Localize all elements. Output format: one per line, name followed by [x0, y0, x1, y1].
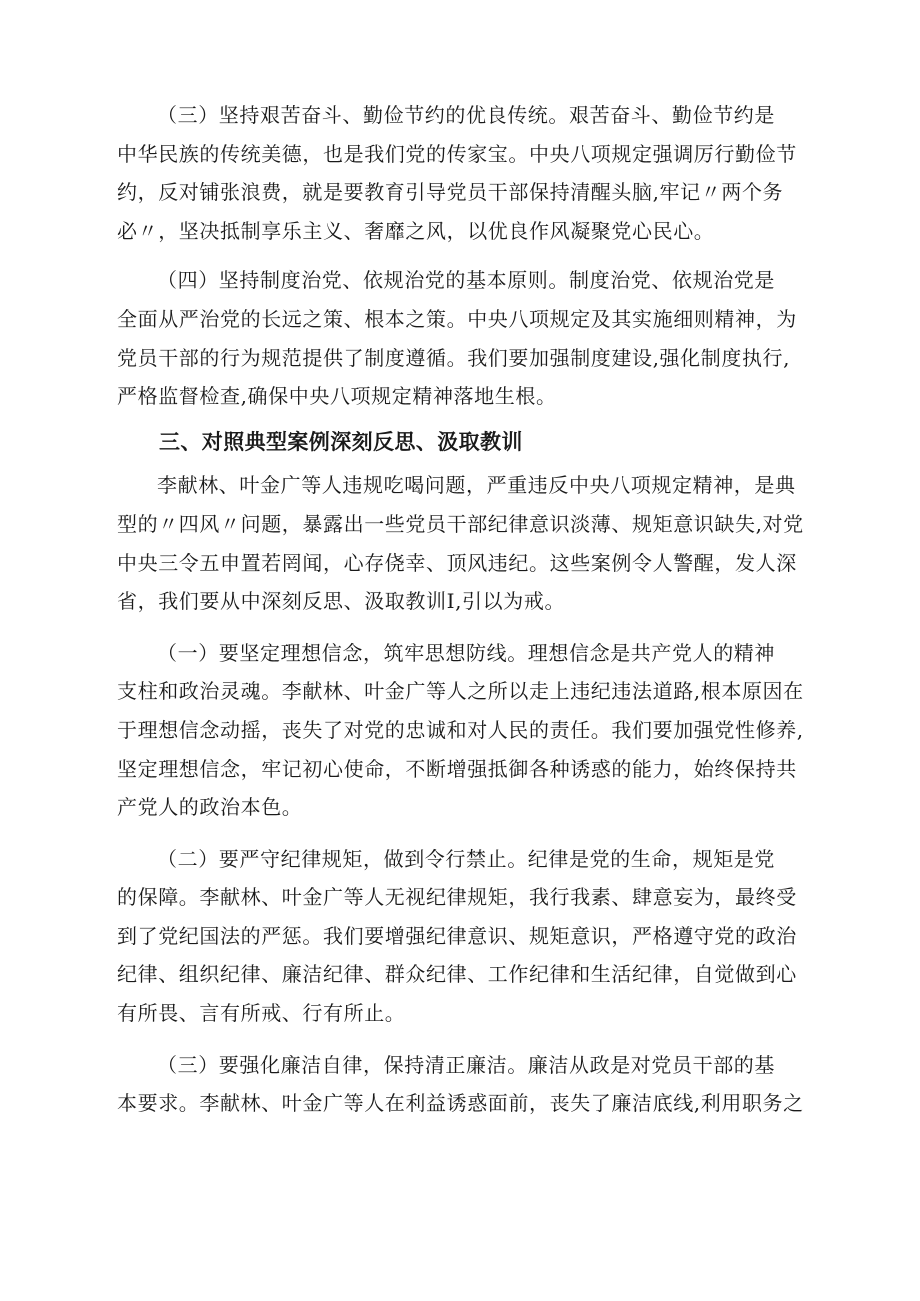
paragraph-ideals-beliefs: （一）要坚定理想信念，筑牢思想防线。理想信念是共产党人的精神 支柱和政治灵魂。李献林、叶金广等人之所以走上违纪违法道路,根本原因在 于理想信念动摇，丧失了对党的忠诚和对人民的责任。我们要加强党性修养, 坚定理想信念，牢记初心使命，不断增强抵御各种诱惑的能力，始终保持共 产党人的政治本色。	[117, 640, 804, 820]
paragraph-integrity: （三）要强化廉洁自律，保持清正廉洁。廉洁从政是对党员干部的基 本要求。李献林、叶金广等人在利益诱惑面前，丧失了廉洁底线,利用职务之	[117, 1052, 804, 1116]
section-heading-three: 三、对照典型案例深刻反思、汲取教训	[159, 429, 523, 454]
paragraph-institutional-governance: （四）坚持制度治党、依规治党的基本原则。制度治党、依规治党是 全面从严治党的长远之策、根本之策。中央八项规定及其实施细则精神，为 党员干部的行为规范提供了制度遵循。我们要加强制度建设,强化制度执行, 严格监督检查,确保中央八项规定精神落地生根。	[117, 268, 797, 409]
paragraph-discipline-rules: （二）要严守纪律规矩，做到令行禁止。纪律是党的生命，规矩是党 的保障。李献林、叶金广等人无视纪律规矩，我行我素、肆意妄为，最终受 到了党纪国法的严惩。我们要增强纪律意识、规矩意识，严格遵守党的政治 纪律、组织纪律、廉洁纪律、群众纪律、工作纪律和生活纪律，自觉做到心 有所畏、言有所戒、行有所止。	[117, 846, 797, 1026]
paragraph-case-reflection: 李献林、叶金广等人违规吃喝问题，严重违反中央八项规定精神，是典 型的〃四风〃问题，暴露出一些党员干部纪律意识淡薄、规矩意识缺失,对党 中央三令五申置若罔闻，心存侥幸、顶风违纪。这些案例令人警醒，发人深 省，我们要从中深刻反思、汲取教训I,引以为戒。	[117, 473, 804, 614]
paragraph-diligence-thrift: （三）坚持艰苦奋斗、勤俭节约的优良传统。艰苦奋斗、勤俭节约是 中华民族的传统美德，也是我们党的传家宝。中央八项规定强调厉行勤俭节 约，反对铺张浪费，就是要教育引导党员干部保持清醒头脑,牢记〃两个务 必〃，坚决抵制享乐主义、奢靡之风，以优良作风凝聚党心民心。	[117, 103, 797, 243]
document-body	[117, 96, 827, 1123]
